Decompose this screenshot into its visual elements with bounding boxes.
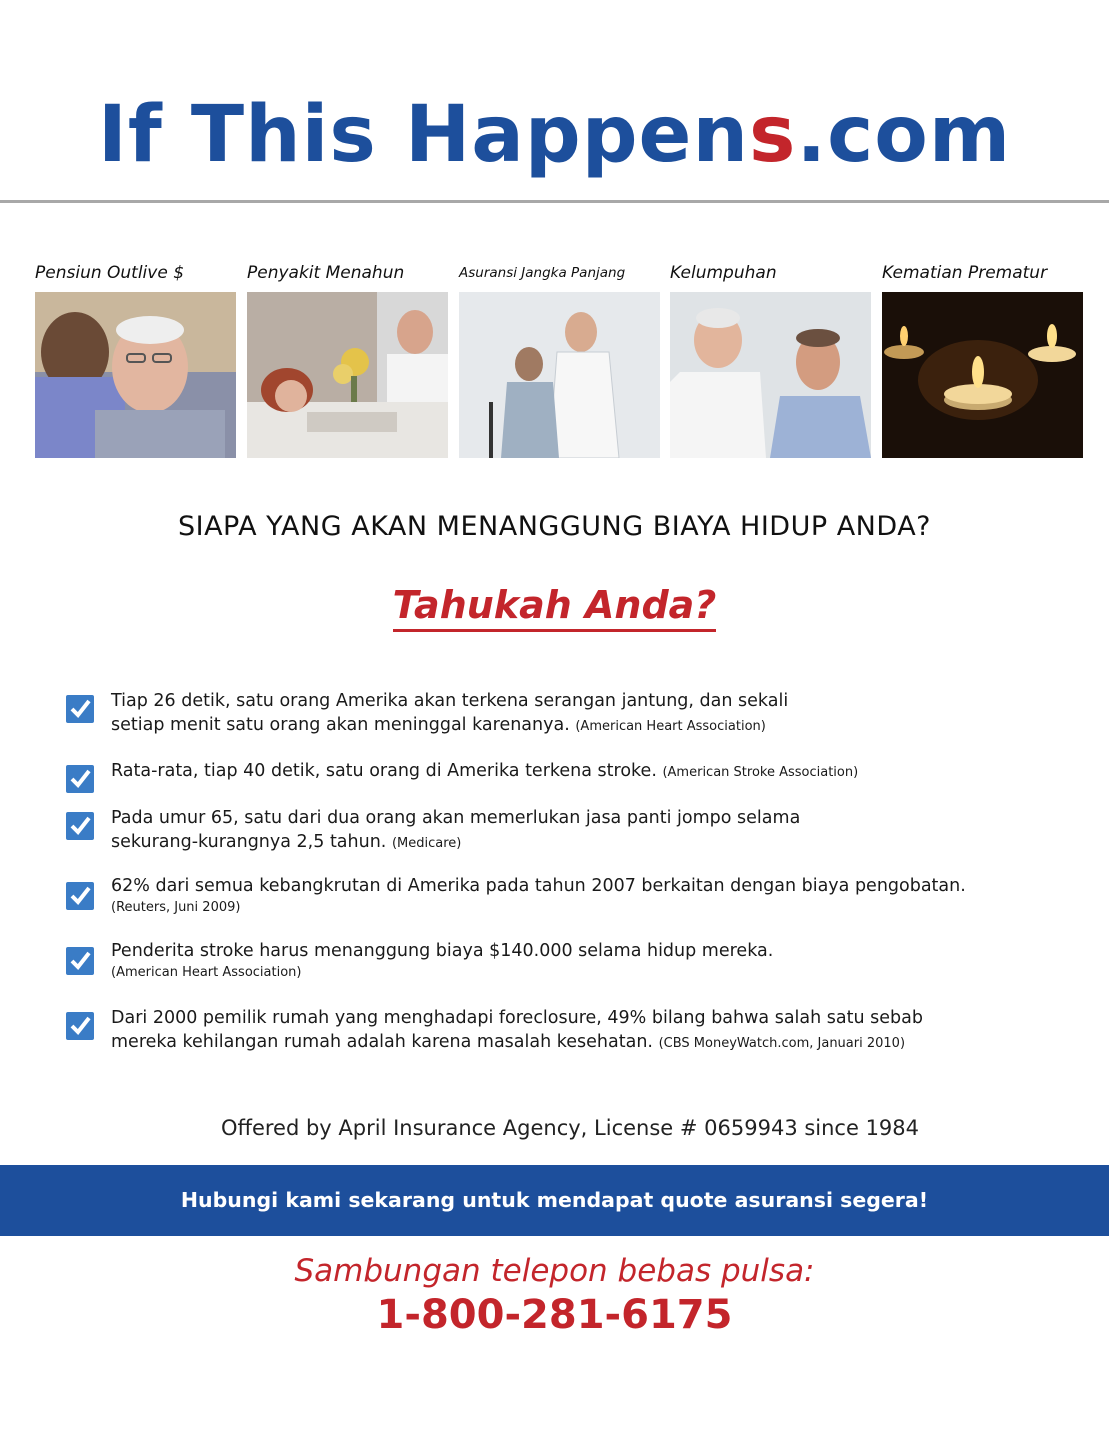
main-question: SIAPA YANG AKAN MENANGGUNG BIAYA HIDUP ANDA? xyxy=(177,511,931,542)
offered-by-text: Offered by April Insurance Agency, License # 0659943 since 1984 xyxy=(220,1116,920,1140)
photo-caption: Asuransi Jangka Panjang xyxy=(459,265,626,281)
fact-text xyxy=(111,941,1076,983)
fact-line: Penderita stroke harus menanggung biaya $140.000 selama hidup mereka. xyxy=(111,941,774,961)
photo-caption: Kelumpuhan xyxy=(670,263,777,283)
cta-banner: Hubungi kami sekarang untuk mendapat quote asuransi segera! xyxy=(0,1165,1109,1236)
fact-source: (CBS MoneyWatch.com, Januari 2010) xyxy=(658,1036,906,1051)
fact-line: Pada umur 65, satu dari dua orang akan memerlukan jasa panti jompo selama xyxy=(111,808,801,828)
walking-assistance-photo xyxy=(459,292,660,458)
fact-source: (American Stroke Association) xyxy=(662,765,859,780)
header-divider xyxy=(0,200,1109,203)
did-you-know-text: Tahukah Anda? xyxy=(393,583,717,632)
fact-text xyxy=(111,1006,1076,1056)
fact-line: setiap menit satu orang akan meninggal karenanya. xyxy=(111,715,570,735)
hospital-patient-photo xyxy=(247,292,448,458)
fact-line: Dari 2000 pemilik rumah yang menghadapi foreclosure, 49% bilang bahwa salah satu sebab xyxy=(111,1008,923,1028)
fact-source: (American Heart Association) xyxy=(575,719,766,734)
fact-text xyxy=(111,806,1076,856)
logo-main: If This Happen xyxy=(97,90,749,180)
photo-card-premature-death xyxy=(882,258,1083,458)
checkbox-checked-icon xyxy=(66,765,94,793)
photo-card-long-term-care xyxy=(459,258,660,458)
fact-text xyxy=(111,759,1076,785)
photo-caption: Kematian Prematur xyxy=(882,263,1048,283)
fact-line: mereka kehilangan rumah adalah karena masalah kesehatan. xyxy=(111,1032,653,1052)
fact-source: (Medicare) xyxy=(391,836,462,851)
candles-photo xyxy=(882,292,1083,458)
tollfree-label: Sambungan telepon bebas pulsa: xyxy=(294,1253,815,1289)
checkbox-checked-icon xyxy=(66,695,94,723)
fact-line: sekurang-kurangnya 2,5 tahun. xyxy=(111,832,387,852)
checkbox-checked-icon xyxy=(66,947,94,975)
photo-caption: Pensiun Outlive $ xyxy=(35,263,185,283)
fact-text xyxy=(111,689,1076,739)
checkbox-checked-icon xyxy=(66,812,94,840)
fact-source: (Reuters, Juni 2009) xyxy=(111,900,241,915)
fact-text xyxy=(111,876,1076,918)
site-logo xyxy=(0,90,1109,180)
fact-source: (American Heart Association) xyxy=(111,965,302,980)
photo-card-retirement xyxy=(35,258,236,458)
did-you-know-heading xyxy=(0,583,1109,627)
logo-accent: s xyxy=(749,90,797,180)
phone-number[interactable]: 1-800-281-6175 xyxy=(376,1292,733,1338)
checkbox-checked-icon xyxy=(66,882,94,910)
checkbox-checked-icon xyxy=(66,1012,94,1040)
fact-line: Rata-rata, tiap 40 detik, satu orang di Amerika terkena stroke. xyxy=(111,761,657,781)
photo-caption: Penyakit Menahun xyxy=(247,263,405,283)
fact-line: 62% dari semua kebangkrutan di Amerika pada tahun 2007 berkaitan dengan biaya pengobatan. xyxy=(111,876,966,896)
photo-card-chronic-illness xyxy=(247,258,448,458)
photo-card-paralysis xyxy=(670,258,871,458)
logo-tail: .com xyxy=(796,90,1012,180)
doctor-consultation-photo xyxy=(670,292,871,458)
fact-line: Tiap 26 detik, satu orang Amerika akan terkena serangan jantung, dan sekali xyxy=(111,691,789,711)
elderly-man-with-nurse-photo xyxy=(35,292,236,458)
